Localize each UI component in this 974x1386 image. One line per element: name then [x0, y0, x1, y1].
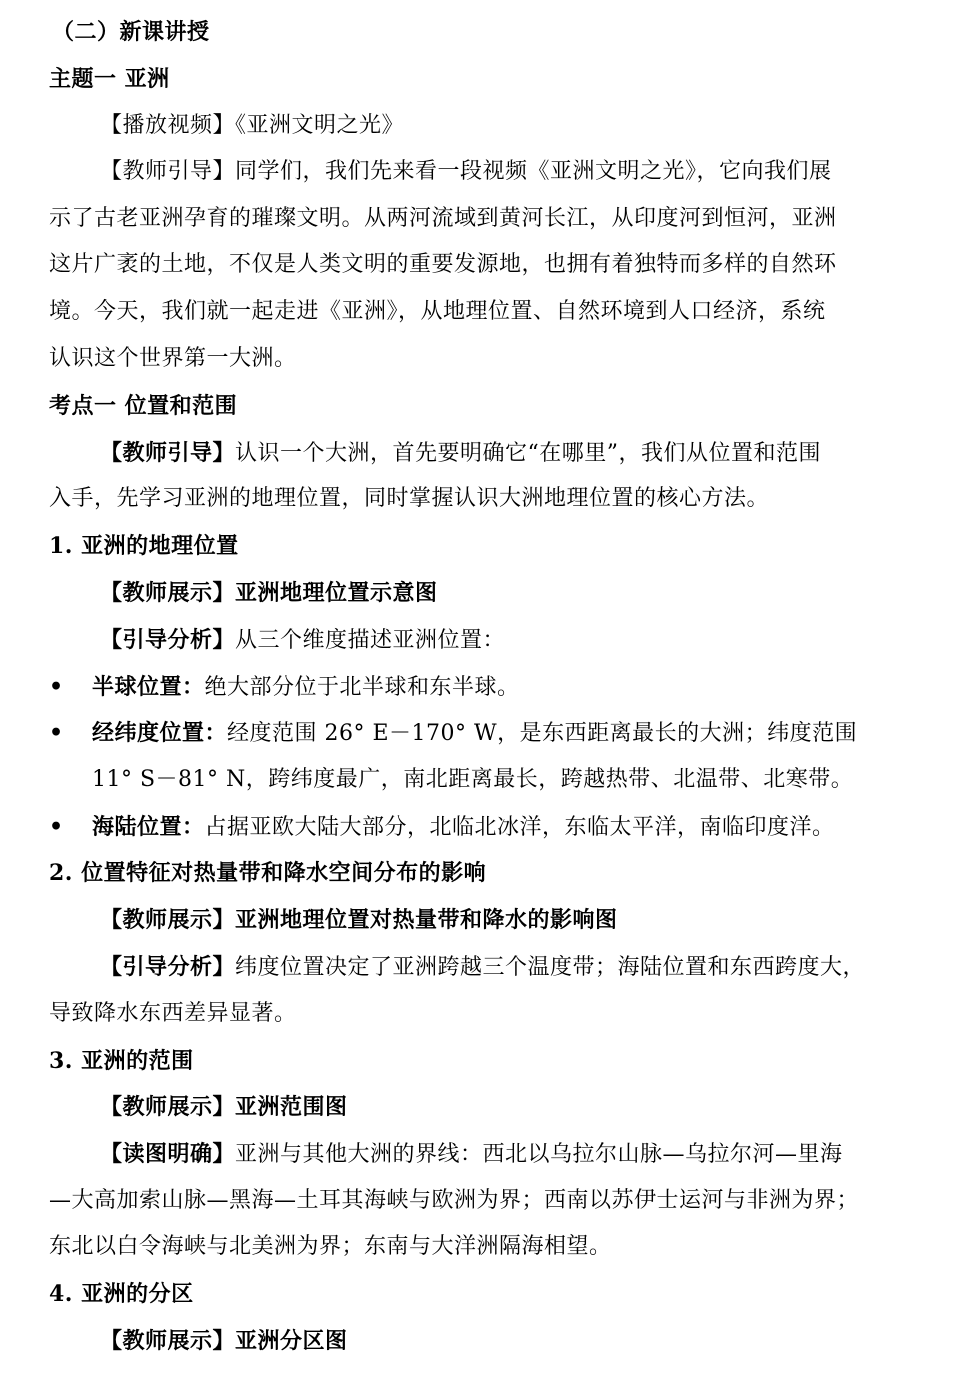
- sec1-analysis: [100, 625, 940, 655]
- kaodian-intro-tag: 【教师引导】: [100, 440, 236, 466]
- bullet-2-text-1: 经度范围 26° E－170° W，是东西距离最长的大洲；纬度范围: [227, 721, 858, 746]
- sec3-read-line-1: [100, 1139, 940, 1169]
- bullet-1: [92, 672, 942, 702]
- bullet-1-text: 绝大部分位于北半球和东半球。: [204, 675, 520, 700]
- bullet-2-line-2: 11° S－81° N，跨纬度最广，南北距离最长，跨越热带、北温带、北寒带。: [92, 767, 854, 792]
- sec2-analysis-tag: 【引导分析】: [100, 954, 236, 980]
- bullet-3-label: 海陆位置：: [92, 814, 205, 840]
- intro-tag: 【教师引导】: [100, 159, 236, 184]
- bullet-1-label: 半球位置：: [92, 674, 205, 700]
- intro-line-3: 这片广袤的土地，不仅是人类文明的重要发源地，也拥有着独特而多样的自然环: [49, 252, 837, 277]
- sec2-analysis-line-2: 导致降水东西差异显著。: [49, 1001, 297, 1026]
- sec2-analysis-line-1: [100, 952, 940, 982]
- sec4-show: 【教师展示】亚洲分区图: [100, 1328, 348, 1354]
- sec4-title: 4. 亚洲的分区: [49, 1281, 194, 1307]
- sec3-title: 3. 亚洲的范围: [49, 1048, 194, 1074]
- intro-text-1: 同学们，我们先来看一段视频《亚洲文明之光》，它向我们展: [235, 159, 832, 184]
- topic-title: 主题一 亚洲: [49, 66, 170, 92]
- sec2-title: 2. 位置特征对热量带和降水空间分布的影响: [49, 860, 487, 886]
- sec3-show: 【教师展示】亚洲范围图: [100, 1094, 348, 1120]
- bullet-2: [92, 718, 942, 748]
- sec1-title: 1. 亚洲的地理位置: [49, 533, 239, 559]
- kaodian-intro-line-2: 入手，先学习亚洲的地理位置，同时掌握认识大洲地理位置的核心方法。: [49, 486, 770, 511]
- kaodian-intro-text-1: 认识一个大洲，首先要明确它“在哪里”，我们从位置和范围: [235, 441, 822, 466]
- intro-line-2: 示了古老亚洲孕育的璀璨文明。从两河流域到黄河长江，从印度河到恒河，亚洲: [49, 206, 837, 231]
- intro-line-4: 境。今天，我们就一起走进《亚洲》，从地理位置、自然环境到人口经济，系统: [49, 299, 826, 324]
- sec2-analysis-text-1: 纬度位置决定了亚洲跨越三个温度带；海陆位置和东西跨度大，: [235, 955, 866, 980]
- sec2-show: 【教师展示】亚洲地理位置对热量带和降水的影响图: [100, 907, 618, 933]
- kaodian-title: 考点一 位置和范围: [49, 393, 238, 419]
- sec3-read-tag: 【读图明确】: [100, 1141, 236, 1167]
- sec3-read-text-1: 亚洲与其他大洲的界线：西北以乌拉尔山脉—乌拉尔河—里海: [235, 1142, 843, 1167]
- intro-line-5: 认识这个世界第一大洲。: [49, 346, 297, 371]
- section-heading: （二）新课讲授: [52, 19, 210, 45]
- video-tag: 【播放视频】: [100, 113, 236, 138]
- sec1-analysis-text: 从三个维度描述亚洲位置：: [235, 628, 506, 653]
- sec1-analysis-tag: 【引导分析】: [100, 627, 236, 653]
- bullet-3-text: 占据亚欧大陆大部分，北临北冰洋，东临太平洋，南临印度洋。: [204, 815, 835, 840]
- bullet-3: [92, 812, 942, 842]
- kaodian-intro-line-1: [100, 438, 940, 468]
- bullet-1-mark: •: [49, 674, 64, 700]
- sec1-show: 【教师展示】亚洲地理位置示意图: [100, 580, 438, 606]
- bullet-3-mark: •: [49, 814, 64, 840]
- bullet-2-mark: •: [49, 720, 64, 746]
- sec3-read-line-2: —大高加索山脉—黑海—土耳其海峡与欧洲为界；西南以苏伊士运河与非洲为界；: [49, 1188, 860, 1213]
- intro-line-1: [100, 157, 940, 187]
- bullet-2-label: 经纬度位置：: [92, 720, 228, 746]
- video-line: [100, 111, 940, 141]
- sec3-read-line-3: 东北以白令海峡与北美洲为界；东南与大洋洲隔海相望。: [49, 1234, 612, 1259]
- video-title: 《亚洲文明之光》: [235, 113, 405, 138]
